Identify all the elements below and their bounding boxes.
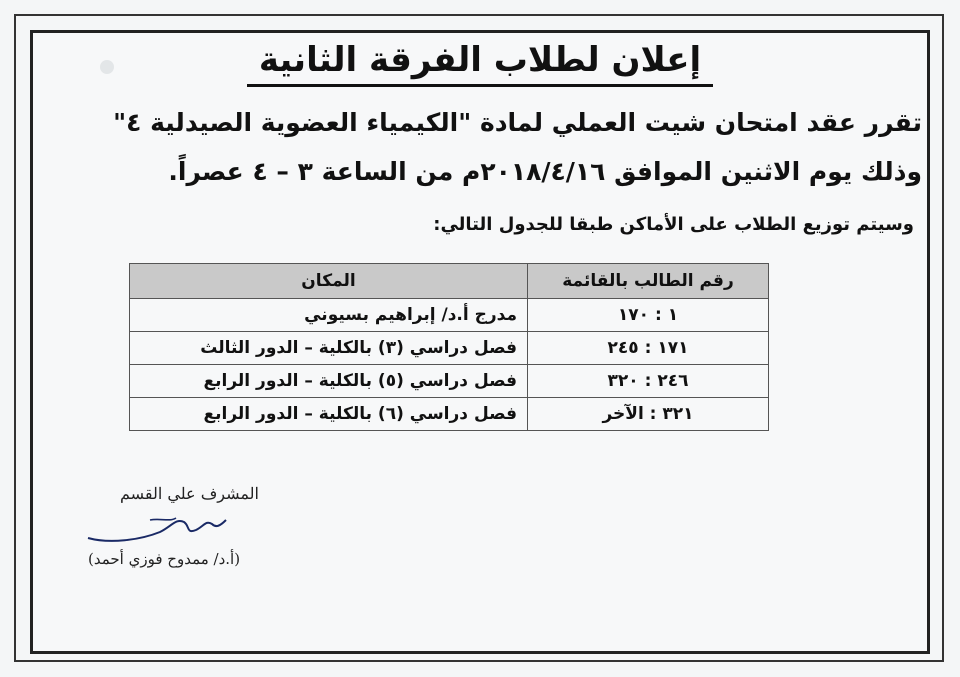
exam-announcement-line: تقرر عقد امتحان شيت العملي لمادة "الكيمياء العضوية الصيدلية ٤" (113, 108, 922, 137)
announcement-title-text: إعلان لطلاب الفرقة الثانية (247, 40, 713, 87)
header-student-number: رقم الطالب بالقائمة (528, 264, 769, 299)
student-range-cell: ٣٢١ : الآخر (528, 398, 769, 431)
place-cell: فصل دراسي (٦) بالكلية – الدور الرابع (130, 398, 528, 431)
place-cell: مدرج أ.د/ إبراهيم بسيوني (130, 299, 528, 332)
student-range-cell: ١٧١ : ٢٤٥ (528, 332, 769, 365)
header-place: المكان (130, 264, 528, 299)
distribution-note: وسيتم توزيع الطلاب على الأماكن طبقا للجدول التالي: (433, 214, 914, 235)
student-range-cell: ٢٤٦ : ٣٢٠ (528, 365, 769, 398)
place-cell: فصل دراسي (٥) بالكلية – الدور الرابع (130, 365, 528, 398)
supervisor-name: (أ.د/ ممدوح فوزي أحمد) (88, 550, 241, 568)
seating-table (129, 263, 769, 431)
announcement-title (0, 40, 960, 87)
table-header-row (130, 264, 769, 299)
table-row (130, 299, 769, 332)
student-range-cell: ١ : ١٧٠ (528, 299, 769, 332)
handwritten-signature (80, 508, 230, 548)
supervisor-title: المشرف علي القسم (120, 484, 259, 503)
exam-date-line: وذلك يوم الاثنين الموافق ٢٠١٨/٤/١٦م من الساعة ٣ – ٤ عصراً. (168, 157, 922, 186)
table-row (130, 398, 769, 431)
table-row (130, 365, 769, 398)
table-row (130, 332, 769, 365)
place-cell: فصل دراسي (٣) بالكلية – الدور الثالث (130, 332, 528, 365)
